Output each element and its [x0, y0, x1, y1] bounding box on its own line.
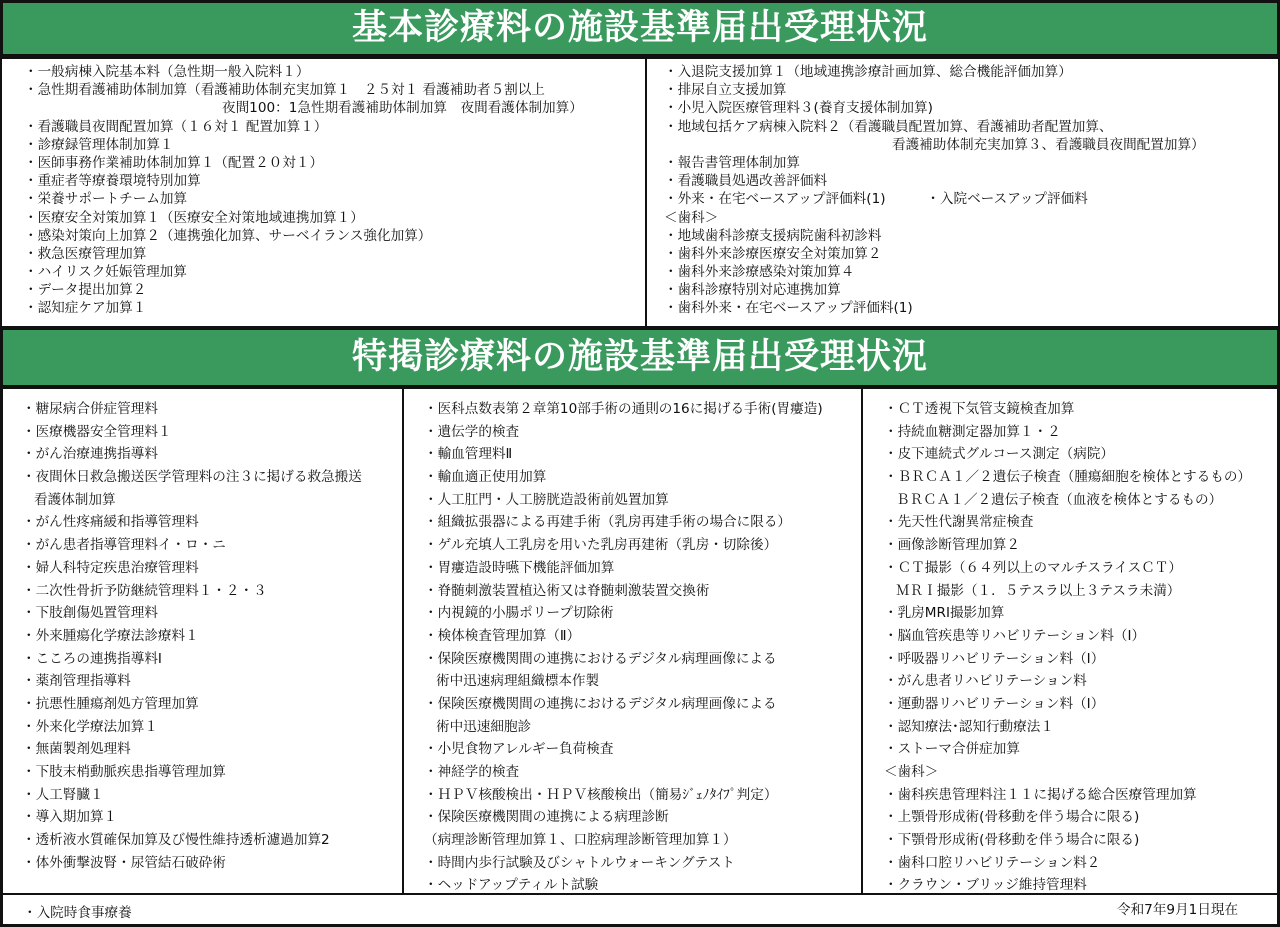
list-item-text: ・ＣＴ撮影（６４列以上のマルチスライスＣＴ） [884, 559, 1182, 576]
list-item [24, 245, 583, 263]
list-item-text: ・輸血適正使用加算 [424, 469, 547, 486]
list-item-text: ・運動器リハビリテーション料（Ⅰ） [884, 695, 1105, 712]
list-item-text: ＜歯科＞ [884, 764, 939, 780]
list-item-text: ・輸血管理料Ⅱ [424, 446, 513, 463]
list-item-text: ・地域包括ケア病棟入院料２（看護職員配置加算、看護補助者配置加算、 [664, 118, 1113, 135]
list-item [424, 511, 823, 534]
list-item [22, 693, 362, 716]
list-item [884, 693, 1251, 716]
list-item-text: ・こころの連携指導料Ⅰ [22, 650, 162, 667]
list-item [884, 421, 1251, 444]
as-of-date: 令和7年9月1日現在 [1117, 902, 1239, 918]
list-item-text: ・報告書管理体制加算 [664, 154, 800, 171]
footer-item: ・入院時食事療養 [23, 905, 132, 921]
list-item-text: ・神経学的検査 [424, 764, 520, 780]
list-item [884, 534, 1251, 557]
list-item [664, 227, 1205, 245]
list-item-text: ・がん患者指導管理料イ・ロ・ニ [22, 537, 226, 554]
list-item-text: ・救急医療管理加算 [24, 245, 147, 262]
list-item [22, 852, 362, 875]
list-item [884, 602, 1251, 625]
special-middle-list [424, 398, 823, 897]
list-item-text: ・保険医療機関間の連携による病理診断 [424, 809, 669, 826]
list-item-continuation: 術中迅速病理組織標本作製 [436, 673, 600, 690]
list-item [22, 625, 362, 648]
list-item-text: ・糖尿病合併症管理料 [22, 401, 158, 417]
list-item [24, 227, 583, 245]
list-item-text: ・呼吸器リハビリテーション料（Ⅰ） [884, 650, 1105, 667]
list-item [664, 263, 1205, 281]
list-item-text: ・歯科口腔リハビリテーション料２ [884, 854, 1101, 871]
list-item [884, 784, 1251, 807]
list-item-text: ・組織拡張器による再建手術（乳房再建手術の場合に限る） [424, 514, 792, 531]
list-item [24, 118, 583, 136]
list-item [424, 580, 823, 603]
list-item-text: ・がん患者リハビリテーション料 [884, 673, 1087, 690]
list-item-text: ・透析液水質確保加算及び慢性維持透析濾過加算2 [22, 832, 330, 849]
list-item-text: ・ゲル充填人工乳房を用いた乳房再建術（乳房・切除後） [424, 537, 778, 554]
list-item-text: ・医療機器安全管理料１ [22, 423, 172, 440]
list-item [884, 466, 1251, 511]
footer [0, 893, 1280, 927]
list-item [424, 761, 823, 784]
list-item [424, 421, 823, 444]
list-item-text: ・診療録管理体制加算１ [24, 136, 174, 153]
list-item-text: ・地域歯科診療支援病院歯科初診料 [664, 227, 882, 244]
basic-left-list [24, 63, 583, 318]
list-item [884, 625, 1251, 648]
list-item-text: ・保険医療機関間の連携におけるデジタル病理画像による [424, 650, 777, 667]
list-item [884, 670, 1251, 693]
list-item [884, 806, 1251, 829]
list-item [22, 466, 362, 511]
list-item [424, 466, 823, 489]
list-item-text: ・無菌製剤処理料 [22, 741, 131, 758]
list-item [664, 63, 1205, 81]
list-item [884, 557, 1251, 602]
list-item-text: ・一般病棟入院基本料（急性期一般入院料１） [24, 64, 310, 80]
list-item [884, 852, 1251, 875]
list-item-text: ・画像診断管理加算２ [884, 537, 1020, 554]
list-item-text: ・下肢創傷処置管理料 [22, 605, 158, 622]
list-item [22, 534, 362, 557]
list-item [664, 245, 1205, 263]
list-item-continuation: （病理診断管理加算１、口腔病理診断管理加算１） [424, 832, 737, 849]
special-left-list [22, 398, 362, 874]
list-item-text: ・歯科外来診療感染対策加算４ [664, 264, 855, 281]
list-item-text: ・先天性代謝異常症検査 [884, 514, 1034, 531]
list-item [884, 443, 1251, 466]
list-item [24, 81, 583, 117]
list-item [22, 398, 362, 421]
list-item [22, 761, 362, 784]
list-item [24, 209, 583, 227]
list-item [22, 784, 362, 807]
list-item-continuation: 夜間100：1急性期看護補助体制加算 夜間看護体制加算） [222, 100, 583, 117]
list-item [664, 118, 1205, 154]
list-item-text: ・脊髄刺激装置植込術又は脊髄刺激装置交換術 [424, 582, 710, 599]
list-item-text: ・感染対策向上加算２（連携強化加算、サーベイランス強化加算） [24, 227, 432, 244]
list-item-continuation: 看護補助体制充実加算３、看護職員夜間配置加算） [892, 136, 1205, 153]
list-item-text: ・小児食物アレルギー負荷検査 [424, 741, 614, 758]
list-item-text: ・急性期看護補助体制加算（看護補助体制充実加算１ ２５対１ 看護補助者５割以上 [24, 82, 545, 99]
list-item [664, 99, 1205, 117]
list-item [22, 602, 362, 625]
list-item-text: ・ＢＲＣＡ１／２遺伝子検査（腫瘍細胞を検体とするもの） [884, 469, 1252, 486]
list-item [884, 716, 1251, 739]
list-item [22, 443, 362, 466]
list-item-text: ・看護職員夜間配置加算（１６対１ 配置加算１） [24, 118, 328, 135]
list-item-text: ・薬剤管理指導料 [22, 673, 131, 690]
list-item [24, 154, 583, 172]
list-item [424, 489, 823, 512]
list-item [424, 693, 823, 738]
list-item-text: ・外来腫瘍化学療法診療料１ [22, 627, 199, 644]
list-item [24, 190, 583, 208]
list-item-text: ・医科点数表第２章第10部手術の通則の16に掲げる手術(胃瘻造) [424, 401, 823, 417]
list-item-text: ・遺伝学的検査 [424, 423, 520, 440]
list-item-text: ・がん治療連携指導料 [22, 446, 158, 463]
list-item [884, 738, 1251, 761]
list-item-text: ・排尿自立支援加算 [664, 82, 787, 99]
list-item-continuation: ＢＲＣＡ１／２遺伝子検査（血液を検体とするもの） [896, 491, 1223, 508]
list-item-text: ・乳房MRI撮影加算 [884, 605, 1005, 622]
category-heading [664, 209, 1205, 227]
list-item [664, 172, 1205, 190]
list-item-text: ・二次性骨折予防継続管理料１・２・３ [22, 582, 267, 599]
list-item [424, 806, 823, 851]
basic-section-title: 基本診療料の施設基準届出受理状況 [0, 0, 1280, 57]
list-item [664, 281, 1205, 299]
list-item-text: ＜歯科＞ [664, 209, 719, 226]
list-item-continuation: ＭＲＩ撮影（１．５テスラ以上３テスラ未満） [896, 582, 1181, 599]
list-item-text: ・人工腎臓１ [22, 786, 104, 803]
list-item [22, 648, 362, 671]
list-item [424, 602, 823, 625]
list-item [424, 557, 823, 580]
list-item-text: ・外来・在宅ベースアップ評価料(1) ・入院ベースアップ評価料 [664, 191, 1088, 208]
list-item-text: ・重症者等療養環境特別加算 [24, 173, 201, 190]
list-item-text: ・皮下連続式グルコース測定（病院） [884, 446, 1115, 463]
list-item-text: ・人工肛門・人工膀胱造設術前処置加算 [424, 491, 669, 508]
list-item [884, 511, 1251, 534]
list-item [24, 263, 583, 281]
list-item-continuation: 術中迅速細胞診 [436, 718, 532, 735]
category-heading [884, 761, 1251, 784]
list-item-text: ・導入期加算１ [22, 809, 118, 826]
list-item-text: ・胃瘻造設時嚥下機能評価加算 [424, 559, 615, 576]
list-item-text: ・ヘッドアップティルト試験 [424, 877, 599, 894]
list-item [22, 738, 362, 761]
list-item-text: ・ハイリスク妊娠管理加算 [24, 264, 187, 281]
list-item-text: ・認知療法･認知行動療法１ [884, 718, 1054, 735]
list-item-text: ・歯科疾患管理料注１１に掲げる総合医療管理加算 [884, 786, 1197, 803]
special-section-title: 特掲診療料の施設基準届出受理状況 [0, 327, 1280, 388]
list-item-text: ・ＨＰＶ核酸検出・ＨＰＶ核酸検出（簡易ｼﾞｪﾉﾀｲﾌﾟ判定） [424, 786, 778, 803]
list-item [424, 398, 823, 421]
list-item-text: ・外来化学療法加算１ [22, 718, 158, 735]
list-item-text: ・認知症ケア加算１ [24, 300, 147, 317]
list-item-text: ・クラウン・ブリッジ維持管理料 [884, 877, 1087, 894]
list-item-text: ・下顎骨形成術(骨移動を伴う場合に限る) [884, 832, 1140, 849]
list-item-text: ・栄養サポートチーム加算 [24, 191, 188, 208]
list-item [664, 299, 1205, 317]
list-item-text: ・医療安全対策加算１（医療安全対策地域連携加算１） [24, 209, 364, 226]
list-item [24, 281, 583, 299]
list-item [664, 81, 1205, 99]
list-item-text: ・持続血糖測定器加算１・２ [884, 423, 1061, 440]
list-item [884, 648, 1251, 671]
basic-right-list [664, 63, 1205, 318]
list-item [22, 421, 362, 444]
list-item-text: ・夜間休日救急搬送医学管理料の注３に掲げる救急搬送 [22, 469, 362, 486]
list-item [24, 299, 583, 317]
list-item [22, 511, 362, 534]
list-item-text: ・歯科外来診療医療安全対策加算２ [664, 245, 882, 262]
list-item-text: ・ＣＴ透視下気管支鏡検査加算 [884, 401, 1075, 417]
list-item [24, 136, 583, 154]
list-item [424, 648, 823, 693]
list-item [24, 63, 583, 81]
list-item [22, 716, 362, 739]
list-item [22, 829, 362, 852]
list-item [22, 557, 362, 580]
list-item-text: ・下肢末梢動脈疾患指導管理加算 [22, 764, 226, 780]
list-item [664, 190, 1205, 208]
list-item-text: ・データ提出加算２ [24, 282, 147, 299]
list-item-text: ・歯科診療特別対応連携加算 [664, 282, 841, 299]
list-item-continuation: 看護体制加算 [34, 491, 116, 508]
list-item-text: ・保険医療機関間の連携におけるデジタル病理画像による [424, 695, 777, 712]
list-item [22, 670, 362, 693]
list-item-text: ・小児入院医療管理料３(養育支援体制加算) [664, 100, 933, 117]
list-item [22, 580, 362, 603]
list-item [664, 154, 1205, 172]
list-item-text: ・検体検査管理加算（Ⅱ） [424, 627, 581, 644]
list-item-text: ・ストーマ合併症加算 [884, 741, 1020, 758]
list-item [24, 172, 583, 190]
list-item [424, 852, 823, 875]
list-item-text: ・看護職員処遇改善評価料 [664, 173, 828, 190]
list-item [884, 398, 1251, 421]
list-item-text: ・医師事務作業補助体制加算１（配置２０対１） [24, 154, 324, 171]
list-item [424, 443, 823, 466]
list-item-text: ・内視鏡的小腸ポリープ切除術 [424, 605, 614, 622]
list-item [424, 625, 823, 648]
list-item [884, 829, 1251, 852]
list-item [424, 738, 823, 761]
list-item-text: ・入退院支援加算１（地域連携診療計画加算、総合機能評価加算） [664, 64, 1072, 80]
list-item-text: ・がん性疼痛緩和指導管理料 [22, 514, 199, 531]
list-item-text: ・上顎骨形成術(骨移動を伴う場合に限る) [884, 809, 1140, 826]
list-item [22, 806, 362, 829]
list-item [424, 784, 823, 807]
list-item-text: ・婦人科特定疾患治療管理料 [22, 559, 199, 576]
list-item-text: ・体外衝撃波腎・尿管結石破砕術 [22, 854, 226, 871]
list-item-text: ・脳血管疾患等リハビリテーション料（Ⅰ） [884, 627, 1146, 644]
list-item-text: ・時間内歩行試験及びシャトルウォーキングテスト [424, 854, 735, 871]
special-right-list [884, 398, 1251, 897]
list-item [424, 534, 823, 557]
list-item-text: ・歯科外来・在宅ベースアップ評価料(1) [664, 300, 913, 317]
list-item-text: ・抗悪性腫瘍剤処方管理加算 [22, 695, 199, 712]
